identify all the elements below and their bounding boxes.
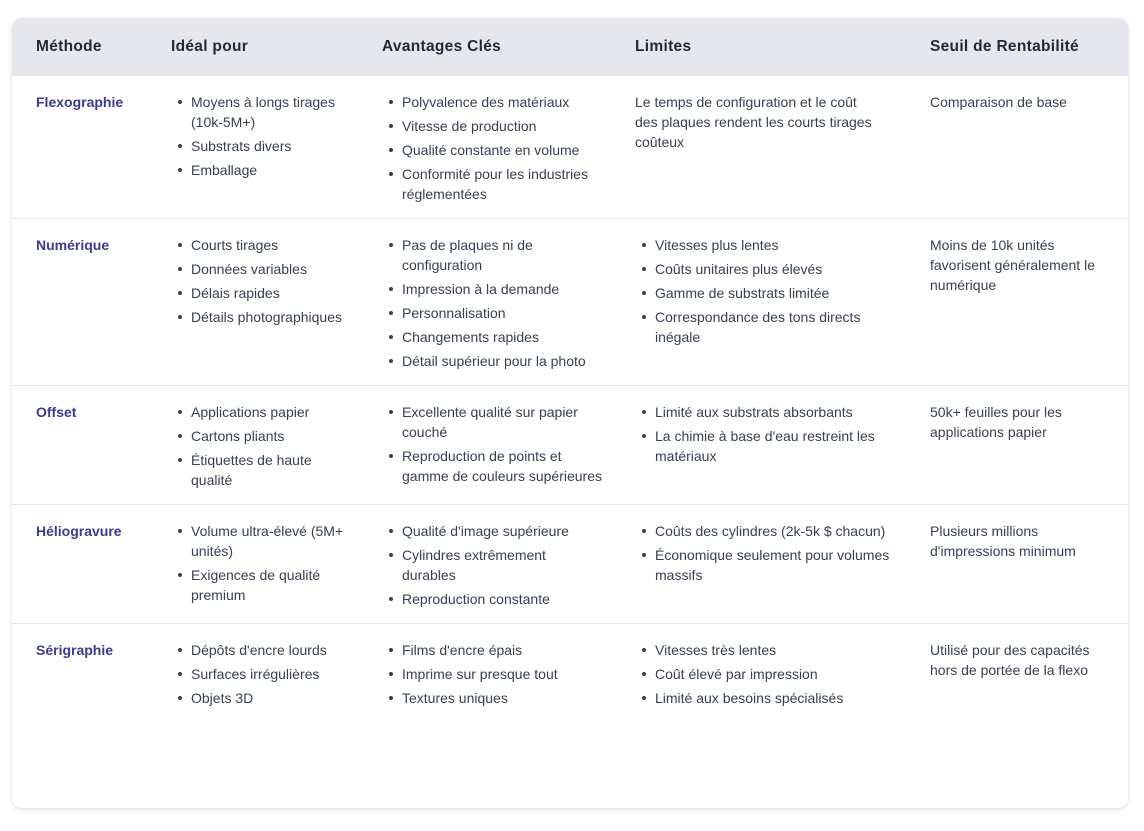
list-item: Délais rapides (191, 283, 350, 303)
list-item: Qualité d'image supérieure (402, 521, 603, 541)
method-name: Héliogravure (36, 523, 122, 539)
list-item: Qualité constante en volume (402, 140, 603, 160)
table-row (12, 219, 1128, 386)
table-row (12, 624, 1128, 723)
list-item: Détails photographiques (191, 307, 350, 327)
table-header-row (12, 18, 1128, 76)
list-item: Coûts unitaires plus élevés (655, 259, 898, 279)
list-item: Gamme de substrats limitée (655, 283, 898, 303)
list-item: Cartons pliants (191, 426, 350, 446)
advantages-list (382, 640, 603, 708)
list-item: Polyvalence des matériaux (402, 92, 603, 112)
limits-list (635, 640, 898, 708)
list-item: Textures uniques (402, 688, 603, 708)
list-item: Films d'encre épais (402, 640, 603, 660)
threshold-text: Moins de 10k unités favorisent généralement le numérique (930, 237, 1095, 293)
header-limits: Limites (635, 38, 692, 55)
list-item: Étiquettes de haute qualité (191, 450, 350, 490)
limits-list (635, 402, 898, 466)
list-item: Changements rapides (402, 327, 603, 347)
list-item: Coûts des cylindres (2k-5k $ chacun) (655, 521, 898, 541)
method-name: Offset (36, 404, 77, 420)
header-ideal-for: Idéal pour (171, 38, 249, 55)
ideal-list (171, 235, 350, 327)
list-item: Coût élevé par impression (655, 664, 898, 684)
list-item: Données variables (191, 259, 350, 279)
list-item: Volume ultra-élevé (5M+ unités) (191, 521, 350, 561)
printing-methods-table (12, 18, 1128, 722)
method-name: Sérigraphie (36, 642, 114, 658)
list-item: Vitesses plus lentes (655, 235, 898, 255)
ideal-list (171, 640, 350, 708)
list-item: Reproduction de points et gamme de couleurs supérieures (402, 448, 602, 484)
list-item: Reproduction constante (402, 589, 603, 609)
table-row (12, 76, 1128, 219)
threshold-text: Plusieurs millions d'impressions minimum (930, 523, 1076, 559)
list-item: Correspondance des tons directs inégale (655, 307, 898, 347)
threshold-text: 50k+ feuilles pour les applications papier (930, 404, 1062, 440)
list-item: Moyens à longs tirages (10k-5M+) (191, 92, 350, 132)
list-item: Surfaces irrégulières (191, 664, 350, 684)
list-item: Imprime sur presque tout (402, 664, 603, 684)
ideal-list (171, 402, 350, 490)
threshold-text: Utilisé pour des capacités hors de portée de la flexo (930, 642, 1090, 678)
list-item: Cylindres extrêmement durables (402, 545, 603, 585)
table-row (12, 505, 1128, 624)
limits-list (635, 521, 898, 585)
advantages-list (382, 235, 603, 371)
list-item: Pas de plaques ni de configuration (402, 235, 603, 275)
method-name: Numérique (36, 237, 110, 253)
list-item: Vitesse de production (402, 116, 603, 136)
list-item: Applications papier (191, 402, 350, 422)
list-item: Détail supérieur pour la photo (402, 351, 603, 371)
list-item: Excellente qualité sur papier couché (402, 402, 603, 442)
list-item: La chimie à base d'eau restreint les matériaux (655, 426, 898, 466)
advantages-list (382, 521, 603, 609)
method-name: Flexographie (36, 94, 124, 110)
list-item: Objets 3D (191, 688, 350, 708)
ideal-list (171, 521, 350, 605)
list-item: Substrats divers (191, 136, 350, 156)
limits-list (635, 235, 898, 347)
advantages-list (382, 92, 603, 204)
list-item: Impression à la demande (402, 279, 603, 299)
header-method: Méthode (36, 38, 102, 55)
comparison-table-card (12, 18, 1128, 808)
threshold-text: Comparaison de base (930, 94, 1067, 110)
list-item: Exigences de qualité premium (191, 565, 350, 605)
list-item: Personnalisation (402, 303, 603, 323)
list-item: Limité aux besoins spécialisés (655, 688, 898, 708)
header-break-even: Seuil de Rentabilité (930, 38, 1079, 55)
ideal-list (171, 92, 350, 180)
list-item: Conformité pour les industries réglementées (402, 164, 603, 204)
list-item: Emballage (191, 160, 350, 180)
header-key-advantages: Avantages Clés (382, 38, 502, 55)
advantages-list (382, 402, 603, 486)
table-row (12, 386, 1128, 505)
list-item: Courts tirages (191, 235, 350, 255)
limits-text: Le temps de configuration et le coût des plaques rendent les courts tirages coûteux (635, 94, 872, 150)
list-item: Limité aux substrats absorbants (655, 402, 898, 422)
list-item: Économique seulement pour volumes massifs (655, 545, 898, 585)
list-item: Vitesses très lentes (655, 640, 898, 660)
list-item: Dépôts d'encre lourds (191, 640, 350, 660)
